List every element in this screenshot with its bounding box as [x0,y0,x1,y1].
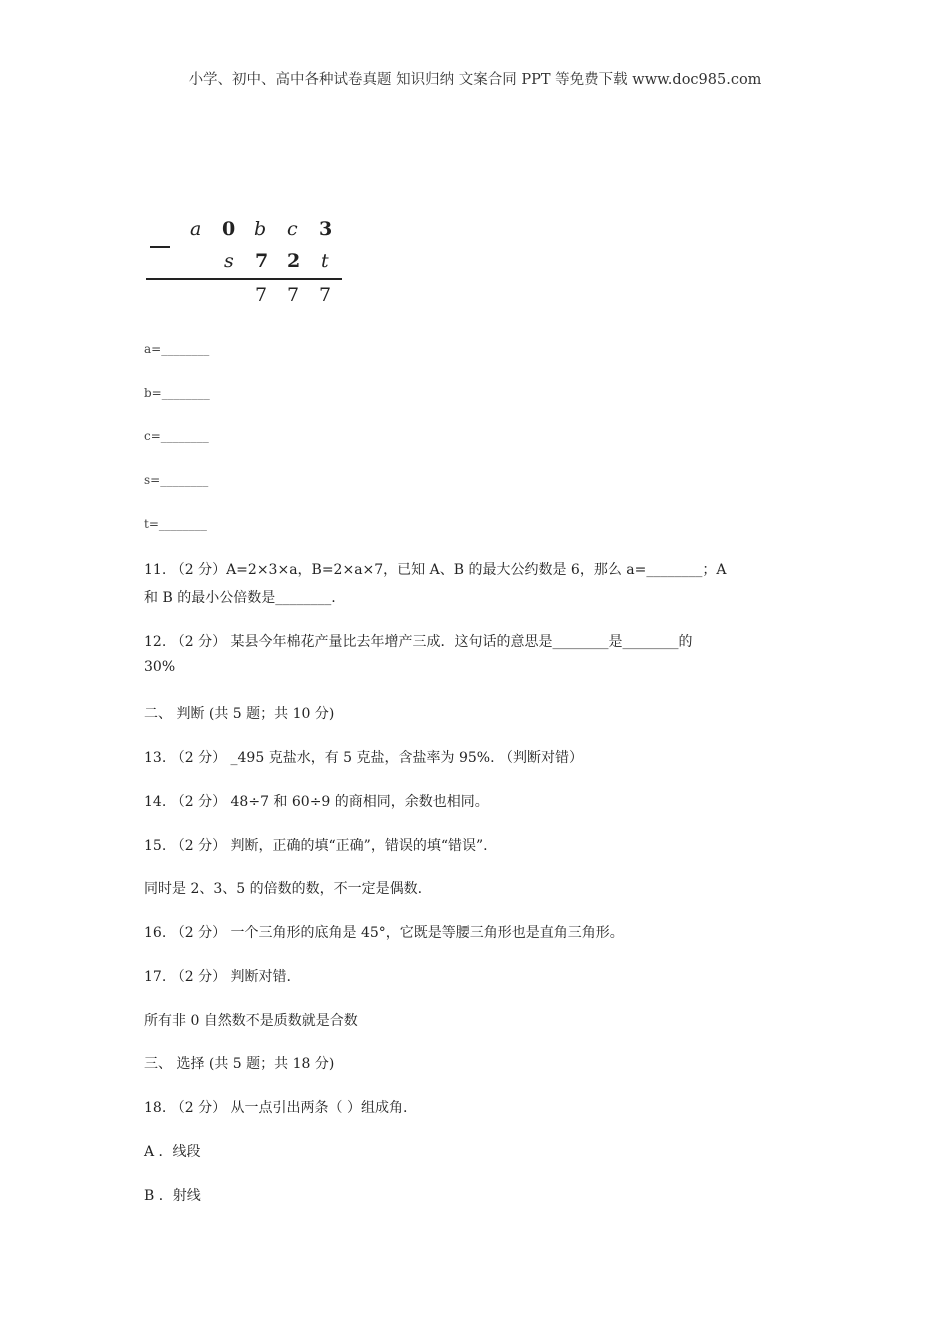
question-17-statement: 所有非 0 自然数不是质数就是合数 [144,1013,358,1029]
minus-sign [150,246,170,248]
digit-t: t [321,250,329,272]
vertical-subtraction [144,210,344,310]
blank-b[interactable]: b=________ [144,386,210,400]
digit-3: 3 [319,218,333,240]
result-digit: 7 [319,284,332,306]
option-a[interactable]: A ．线段 [144,1144,201,1160]
digit-s: s [224,250,234,272]
blank-s[interactable]: s=________ [144,473,209,487]
blank-t[interactable]: t=________ [144,517,207,531]
digit-2: 2 [287,250,301,272]
digit-0: 0 [222,218,236,240]
blank-c[interactable]: c=________ [144,429,209,443]
digit-a: a [190,218,202,240]
digit-7: 7 [255,250,269,272]
question-17: 17. （2 分） 判断对错. [144,969,291,985]
result-digit: 7 [287,284,300,306]
question-13: 13. （2 分） _495 克盐水，有 5 克盐，含盐率为 95%. （判断对错） [144,750,583,766]
question-15-statement: 同时是 2、3、5 的倍数的数，不一定是偶数. [144,881,423,897]
question-16: 16. （2 分） 一个三角形的底角是 45°，它既是等腰三角形也是直角三角形。 [144,925,624,941]
section-2-title: 二、 判断 (共 5 题；共 10 分) [144,706,335,722]
section-3-title: 三、 选择 (共 5 题；共 18 分) [144,1056,335,1072]
question-15: 15. （2 分） 判断，正确的填“正确”，错误的填“错误”. [144,838,488,854]
digit-b: b [254,218,267,240]
question-12-line2: 30% [144,659,176,675]
question-11-line1: 11. （2 分）A=2×3×a，B=2×a×7，已知 A、B 的最大公约数是 6，那么 a=________；A [144,562,727,578]
question-11-line2: 和 B 的最小公倍数是________. [144,590,336,606]
result-digit: 7 [255,284,268,306]
subtraction-rule [146,278,342,280]
question-18: 18. （2 分） 从一点引出两条（ ）组成角. [144,1100,408,1116]
question-14: 14. （2 分） 48÷7 和 60÷9 的商相同，余数也相同。 [144,794,489,810]
page-header: 小学、初中、高中各种试卷真题 知识归纳 文案合同 PPT 等免费下载 www.doc985.com [188,72,762,88]
digit-c: c [287,218,298,240]
option-b[interactable]: B ．射线 [144,1188,201,1204]
question-12-line1: 12. （2 分） 某县今年棉花产量比去年增产三成．这句话的意思是________是________的 [144,634,693,650]
blank-a[interactable]: a=________ [144,342,210,356]
